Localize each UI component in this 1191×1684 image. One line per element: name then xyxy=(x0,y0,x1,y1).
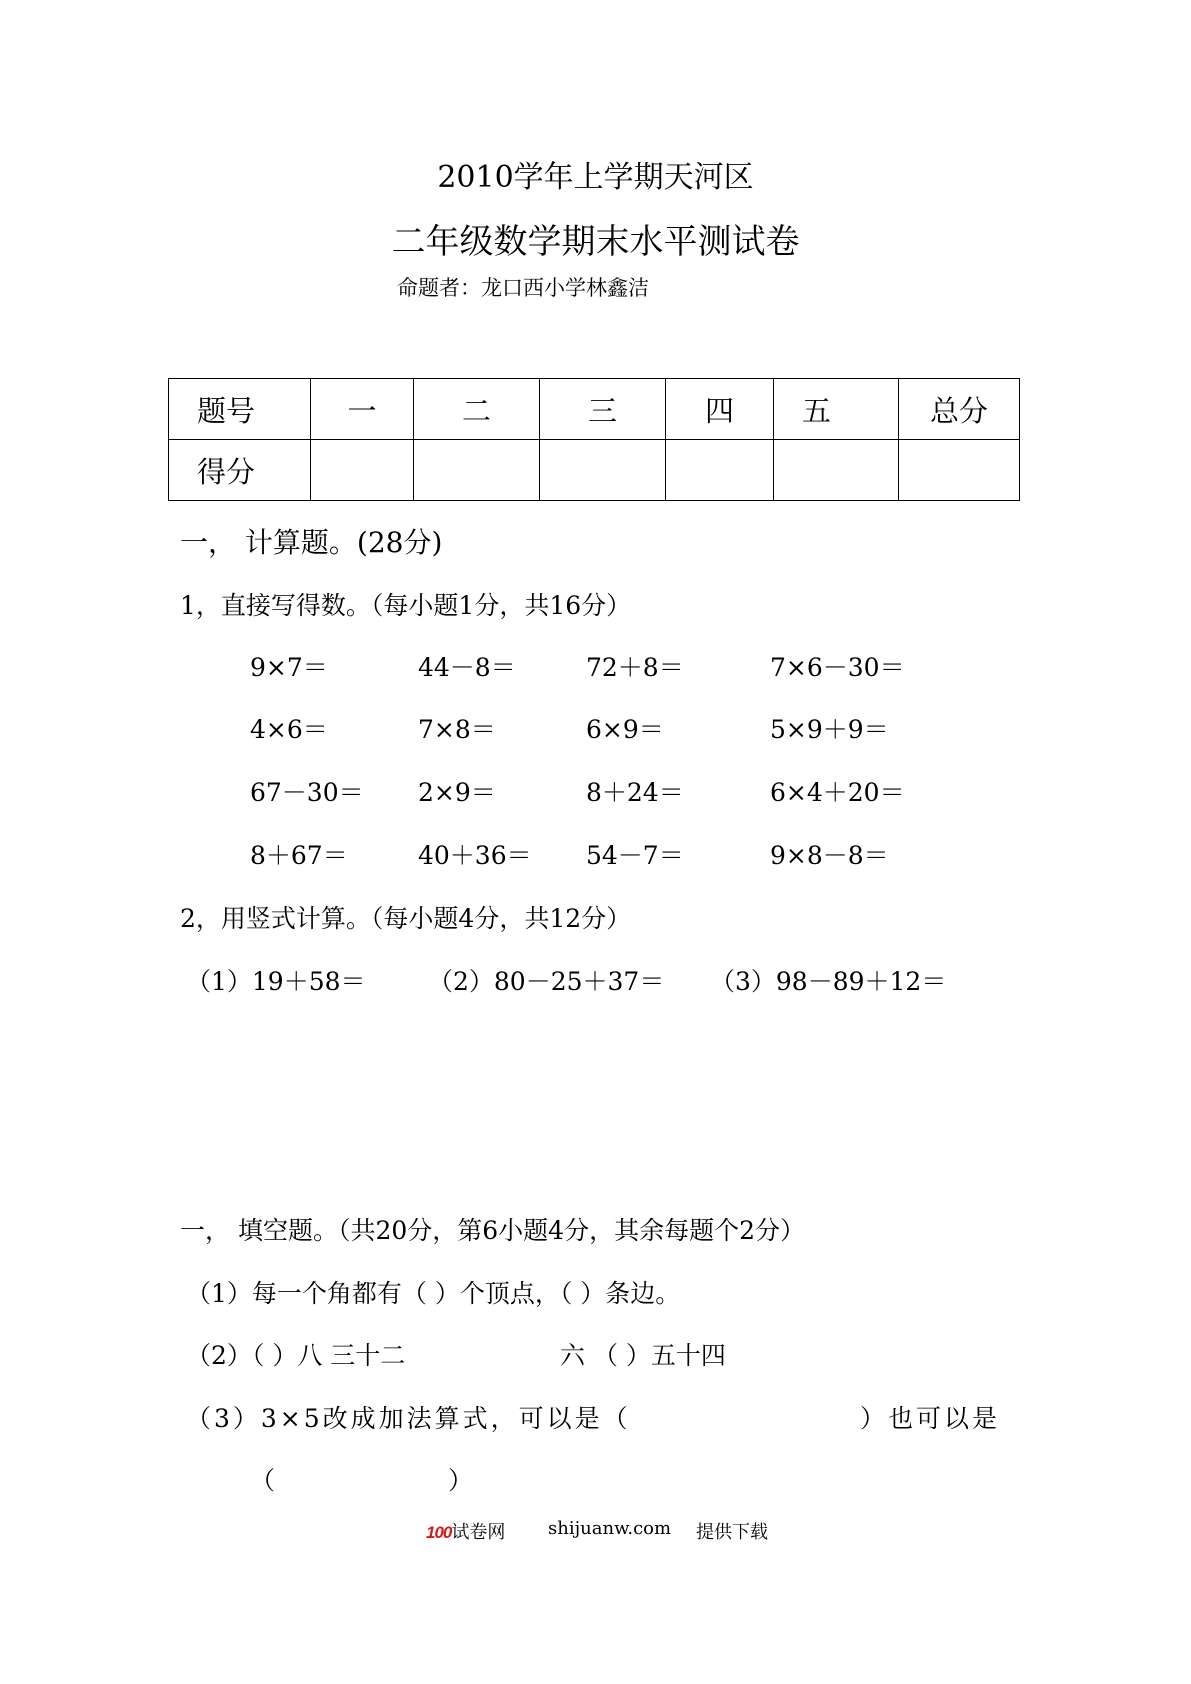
fill-question-3c-close: ） xyxy=(448,1466,474,1495)
equation: 7×8＝ xyxy=(418,715,496,744)
equation: 9×8－8＝ xyxy=(770,841,889,870)
footer-note: 提供下载 xyxy=(696,1522,768,1543)
score-cell-4[interactable] xyxy=(666,440,774,501)
score-cell-1[interactable] xyxy=(311,440,414,501)
fill-question-1: （1）每一个角都有（ ）个顶点，（ ）条边。 xyxy=(186,1279,681,1308)
exam-title: 二年级数学期末水平测试卷 xyxy=(391,222,800,262)
footer-logo-text: 试卷网 xyxy=(451,1522,506,1543)
equation: 4×6＝ xyxy=(250,715,328,744)
exam-school-term: 2010学年上学期天河区 xyxy=(437,160,754,195)
score-table-header-row xyxy=(169,379,1020,440)
header-cell-3: 三 xyxy=(540,379,666,440)
equation: 6×4＋20＝ xyxy=(770,778,905,807)
header-cell-2: 二 xyxy=(414,379,540,440)
fill-question-2b: 六 （ ）五十四 xyxy=(560,1341,726,1370)
equation: 2×9＝ xyxy=(418,778,496,807)
equation: 5×9＋9＝ xyxy=(770,715,889,744)
fill-question-3c-open: （ xyxy=(250,1466,276,1495)
equation: 7×6－30＝ xyxy=(770,653,905,682)
score-cell-total[interactable] xyxy=(899,440,1020,501)
equation: 8＋24＝ xyxy=(586,778,684,807)
score-row-label: 得分 xyxy=(169,440,311,501)
score-cell-3[interactable] xyxy=(540,440,666,501)
vertical-calc-3: （3）98－89＋12＝ xyxy=(710,967,947,996)
fill-question-3b: ）也可以是 xyxy=(860,1404,1001,1433)
section1-part2-title: 2，用竖式计算。（每小题4分，共12分） xyxy=(180,904,632,933)
vertical-calc-1: （1）19＋58＝ xyxy=(186,967,366,996)
fill-question-3a: （3）3×5改成加法算式，可以是（ xyxy=(186,1404,631,1433)
equation: 54－7＝ xyxy=(586,841,684,870)
header-cell-question-number: 题号 xyxy=(169,379,311,440)
section2-title: 一， 填空题。（共20分，第6小题4分，其余每题个2分） xyxy=(180,1216,805,1245)
equation: 44－8＝ xyxy=(418,653,516,682)
equation: 6×9＝ xyxy=(586,715,664,744)
exam-author: 命题者：龙口西小学林鑫洁 xyxy=(397,276,649,300)
score-table xyxy=(168,378,1020,501)
equation: 67－30＝ xyxy=(250,778,364,807)
fill-question-2a: （2）（ ）八 三十二 xyxy=(186,1341,406,1370)
score-table-score-row xyxy=(169,440,1020,501)
section1-title: 一， 计算题。(28分) xyxy=(180,526,443,559)
equation: 8＋67＝ xyxy=(250,841,348,870)
header-cell-5: 五 xyxy=(774,379,899,440)
logo-100-icon: 100 xyxy=(426,1523,452,1542)
header-cell-4: 四 xyxy=(666,379,774,440)
score-cell-2[interactable] xyxy=(414,440,540,501)
equation: 9×7＝ xyxy=(250,653,328,682)
equation: 40＋36＝ xyxy=(418,841,532,870)
footer-site: shijuanw.com xyxy=(548,1518,672,1539)
footer-logo xyxy=(426,1518,505,1544)
vertical-calc-2: （2）80－25＋37＝ xyxy=(428,967,665,996)
header-cell-1: 一 xyxy=(311,379,414,440)
header-cell-total: 总分 xyxy=(899,379,1020,440)
section1-part1-title: 1，直接写得数。（每小题1分，共16分） xyxy=(180,591,632,620)
equation: 72＋8＝ xyxy=(586,653,684,682)
score-cell-5[interactable] xyxy=(774,440,899,501)
